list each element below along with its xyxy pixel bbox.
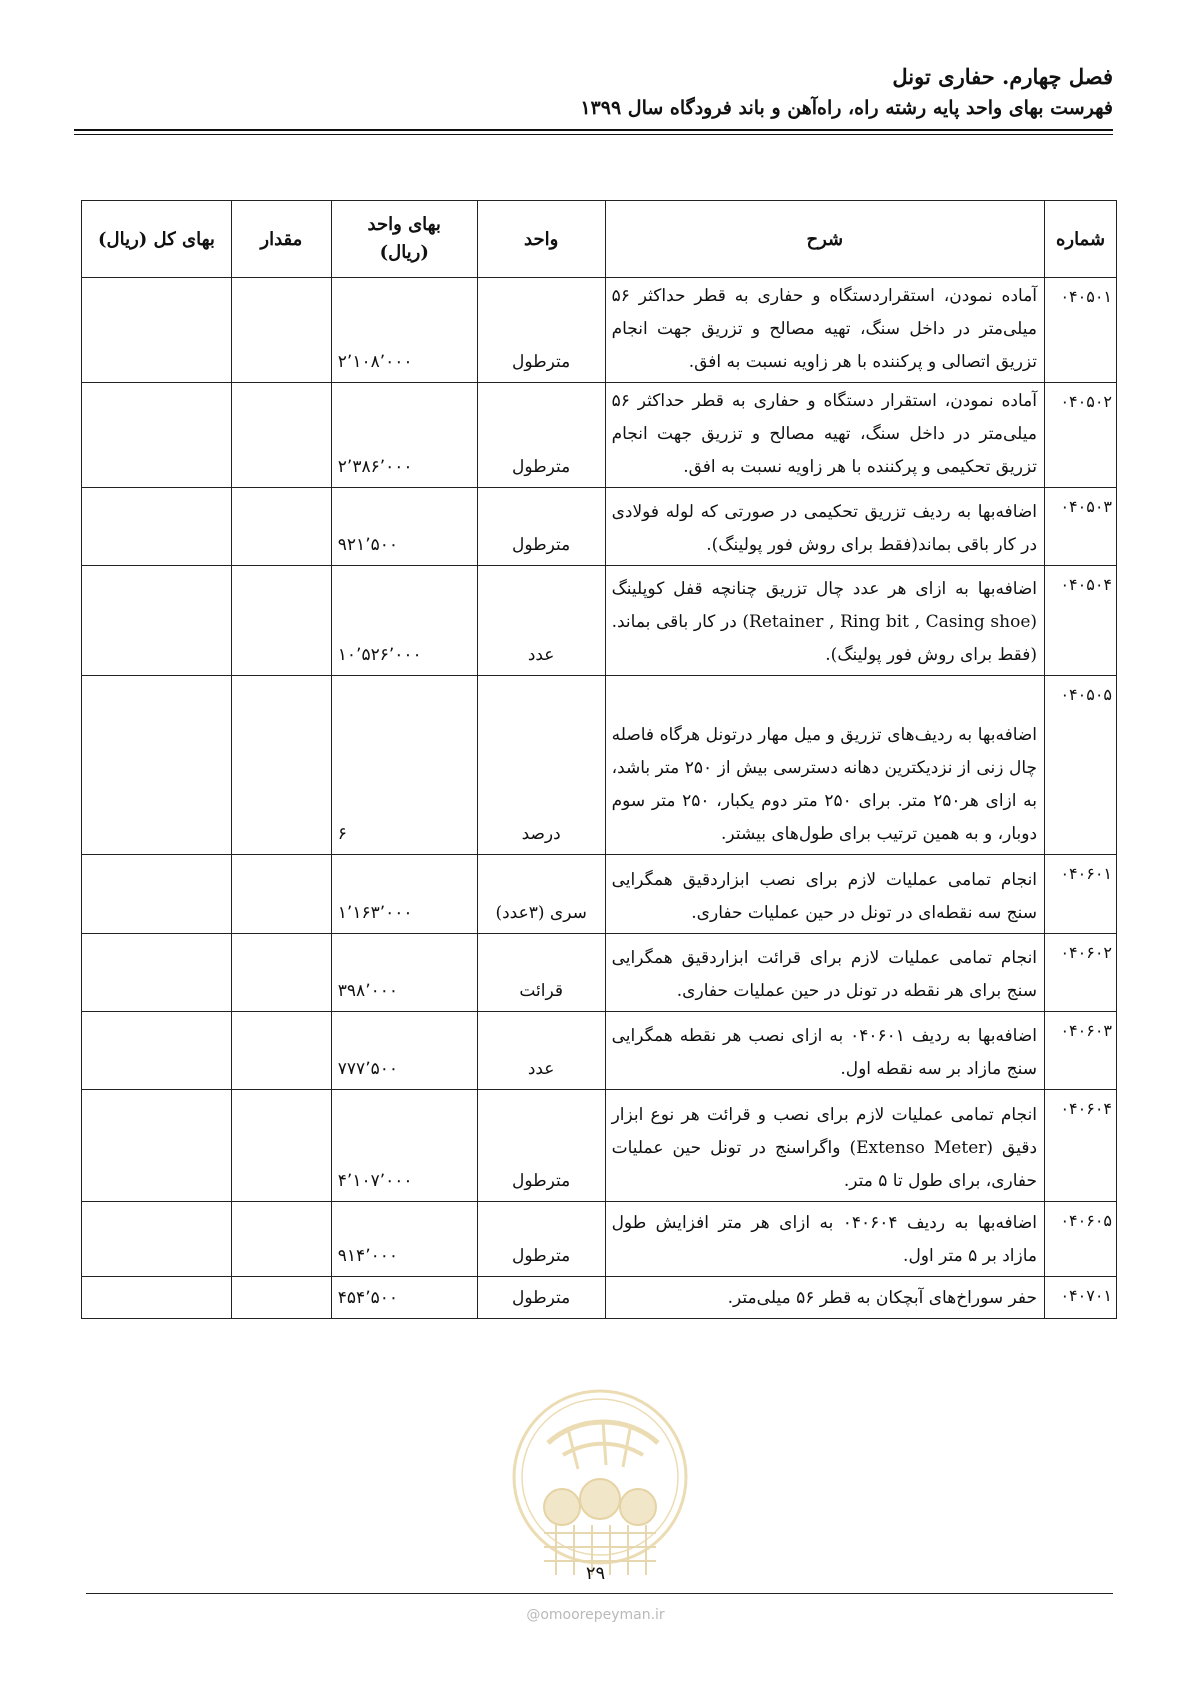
row-code: ۰۴۰۶۰۳ <box>1045 1012 1117 1090</box>
header-unit-price-label: بهای واحد <box>367 214 441 235</box>
unit-price-table <box>81 200 1117 1319</box>
row-unit: مترطول <box>477 1277 605 1319</box>
watermark-site-url: @omoorepeyman.ir <box>526 1607 665 1623</box>
row-unit-price: ۹۲۱٬۵۰۰ <box>331 488 477 566</box>
row-total <box>82 1090 232 1202</box>
table-header-row <box>82 201 1117 278</box>
row-description: انجام تمامی عملیات لازم برای نصب و قرائت هر نوع ابزار دقیق (Extenso Meter) واگراسنج در تونل حین عملیات حفاری، برای طول تا ۵ متر. <box>605 1090 1044 1202</box>
row-unit-price: ۲٬۱۰۸٬۰۰۰ <box>331 278 477 383</box>
table-row <box>82 566 1117 676</box>
row-code: ۰۴۰۷۰۱ <box>1045 1277 1117 1319</box>
row-description: انجام تمامی عملیات لازم برای قرائت ابزاردقیق همگرایی سنج برای هر نقطه در تونل در حین عملیات حفاری. <box>605 934 1044 1012</box>
row-code: ۰۴۰۵۰۲ <box>1045 383 1117 488</box>
row-quantity <box>231 934 331 1012</box>
row-unit: مترطول <box>477 278 605 383</box>
header-divider-thick <box>74 129 1113 131</box>
row-code: ۰۴۰۶۰۴ <box>1045 1090 1117 1202</box>
table-row <box>82 383 1117 488</box>
row-quantity <box>231 1090 331 1202</box>
row-unit-price: ۱۰٬۵۲۶٬۰۰۰ <box>331 566 477 676</box>
page-number: ۲۹ <box>585 1563 606 1584</box>
row-unit: مترطول <box>477 488 605 566</box>
table-row <box>82 1202 1117 1277</box>
row-unit: مترطول <box>477 383 605 488</box>
row-description: حفر سوراخ‌های آبچکان به قطر ۵۶ میلی‌متر. <box>605 1277 1044 1319</box>
row-total <box>82 855 232 934</box>
row-description: اضافه‌بها به ازای هر عدد چال تزریق چنانچه قفل کوپلینگ (Retainer , Ring bit , Casing shoe) در کار باقی بماند. (فقط برای روش فور پولینگ). <box>605 566 1044 676</box>
row-total <box>82 1012 232 1090</box>
page-header <box>580 62 1113 124</box>
row-description: انجام تمامی عملیات لازم برای نصب ابزاردقیق همگرایی سنج سه نقطه‌ای در تونل در حین عملیات حفاری. <box>605 855 1044 934</box>
header-unit-price <box>331 201 477 278</box>
header-unit: واحد <box>477 201 605 278</box>
row-unit-price: ۹۱۴٬۰۰۰ <box>331 1202 477 1277</box>
row-unit-price: ۴۵۴٬۵۰۰ <box>331 1277 477 1319</box>
header-unit-price-currency: (ریال) <box>379 242 429 263</box>
row-code: ۰۴۰۵۰۱ <box>1045 278 1117 383</box>
row-unit: مترطول <box>477 1090 605 1202</box>
header-total: بهای کل (ریال) <box>82 201 232 278</box>
row-unit-price: ۷۷۷٬۵۰۰ <box>331 1012 477 1090</box>
row-total <box>82 1277 232 1319</box>
row-total <box>82 383 232 488</box>
row-quantity <box>231 566 331 676</box>
omoore-peyman-logo-watermark <box>508 1385 692 1580</box>
row-description: اضافه‌بها به ردیف‌های تزریق و میل مهار درتونل هرگاه فاصله چال زنی از نزدیکترین دهانه دسترسی بیش از ۲۵۰ متر باشد، به ازای هر۲۵۰ متر. برای ۲۵۰ متر دوم یکبار، ۲۵۰ متر سوم دوبار، و به همین ترتیب برای طول‌های بیشتر. <box>605 676 1044 855</box>
row-unit: عدد <box>477 1012 605 1090</box>
row-description: اضافه‌بها به ردیف تزریق تحکیمی در صورتی که لوله فولادی در کار باقی بماند(فقط برای روش فور پولینگ). <box>605 488 1044 566</box>
row-quantity <box>231 1277 331 1319</box>
row-total <box>82 934 232 1012</box>
row-total <box>82 676 232 855</box>
row-quantity <box>231 383 331 488</box>
row-unit-price: ۶ <box>331 676 477 855</box>
chapter-title: فصل چهارم. حفاری تونل <box>892 64 1113 89</box>
row-unit-price: ۴٬۱۰۷٬۰۰۰ <box>331 1090 477 1202</box>
row-unit: درصد <box>477 676 605 855</box>
row-code: ۰۴۰۶۰۵ <box>1045 1202 1117 1277</box>
row-unit: قرائت <box>477 934 605 1012</box>
header-description: شرح <box>605 201 1044 278</box>
table-row <box>82 1277 1117 1319</box>
row-code: ۰۴۰۵۰۴ <box>1045 566 1117 676</box>
row-description: اضافه‌بها به ردیف ۰۴۰۶۰۱ به ازای نصب هر نقطه همگرایی سنج مازاد بر سه نقطه اول. <box>605 1012 1044 1090</box>
row-description: اضافه‌بها به ردیف ۰۴۰۶۰۴ به ازای هر متر افزایش طول مازاد بر ۵ متر اول. <box>605 1202 1044 1277</box>
row-description: آماده نمودن، استقرار دستگاه و حفاری به قطر حداکثر ۵۶ میلی‌متر در داخل سنگ، تهیه مصالح و تزریق جهت انجام تزریق تحکیمی و پرکننده با هر زاویه نسبت به افق. <box>605 383 1044 488</box>
row-total <box>82 1202 232 1277</box>
document-subtitle: فهرست بهای واحد پایه رشته راه، راه‌آهن و باند فرودگاه سال ۱۳۹۹ <box>580 97 1113 119</box>
footer-divider <box>86 1593 1113 1594</box>
row-unit: سری (۳عدد) <box>477 855 605 934</box>
row-code: ۰۴۰۵۰۵ <box>1045 676 1117 855</box>
header-quantity: مقدار <box>231 201 331 278</box>
row-unit-price: ۲٬۳۸۶٬۰۰۰ <box>331 383 477 488</box>
table-row <box>82 1090 1117 1202</box>
table-row <box>82 855 1117 934</box>
header-code: شماره <box>1045 201 1117 278</box>
row-description: آماده نمودن، استقراردستگاه و حفاری به قطر حداکثر ۵۶ میلی‌متر در داخل سنگ، تهیه مصالح و تزریق جهت انجام تزریق اتصالی و پرکننده با هر زاویه نسبت به افق. <box>605 278 1044 383</box>
row-quantity <box>231 1202 331 1277</box>
header-divider-thin <box>74 134 1113 135</box>
row-quantity <box>231 676 331 855</box>
row-unit: عدد <box>477 566 605 676</box>
row-code: ۰۴۰۵۰۳ <box>1045 488 1117 566</box>
row-code: ۰۴۰۶۰۱ <box>1045 855 1117 934</box>
table-row <box>82 488 1117 566</box>
table-row <box>82 934 1117 1012</box>
row-total <box>82 566 232 676</box>
row-quantity <box>231 855 331 934</box>
row-quantity <box>231 488 331 566</box>
table-row <box>82 1012 1117 1090</box>
table-row <box>82 676 1117 855</box>
row-unit-price: ۳۹۸٬۰۰۰ <box>331 934 477 1012</box>
row-unit-price: ۱٬۱۶۳٬۰۰۰ <box>331 855 477 934</box>
row-total <box>82 278 232 383</box>
row-code: ۰۴۰۶۰۲ <box>1045 934 1117 1012</box>
row-quantity <box>231 278 331 383</box>
row-quantity <box>231 1012 331 1090</box>
row-unit: مترطول <box>477 1202 605 1277</box>
row-total <box>82 488 232 566</box>
table-row <box>82 278 1117 383</box>
